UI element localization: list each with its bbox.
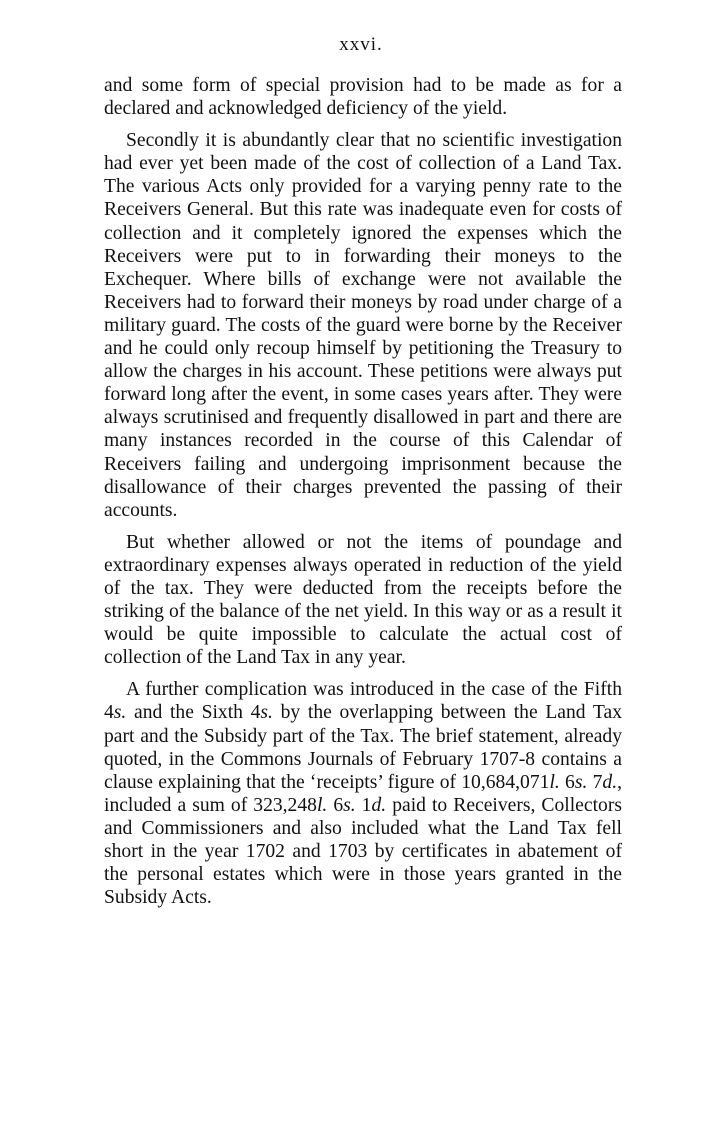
paragraph-4-italic: l. — [549, 771, 560, 793]
paragraph-3: But whether allowed or not the items of poundage and extraordinary expenses always operated in reduction of the yield of the tax. They were deducted from the receipts before the striking of the balance of the net yield. In this way or as a result it would be quite impossible to calculate the actual cost of collection of the Land Tax in any year. — [104, 531, 622, 669]
paragraph-4-part: 6 — [327, 794, 344, 816]
paragraph-4-italic: d. — [602, 771, 618, 793]
paragraph-4-part: 1 — [355, 794, 372, 816]
paragraph-4-part: and the Sixth 4 — [126, 702, 261, 724]
paragraph-4-italic: l. — [316, 794, 328, 816]
paragraph-4-part: by the overlapping between the Land Tax part and the Subsidy part of the Tax. The brief statement, already quoted, in the Commons Journals of February 1707-8 contains a clause explaining that the ‘receipts’ figure of 10,684,071 — [104, 702, 622, 793]
paragraph-4-part: 6 — [559, 771, 575, 793]
paragraph-4-italic: s. — [343, 794, 356, 816]
paragraph-4-part: A further complication was introduced in the case of the Fifth 4 — [104, 679, 622, 724]
paragraph-4-italic: d. — [371, 794, 387, 816]
paragraph-4-italic: s. — [260, 702, 273, 724]
paragraph-4-part: 7 — [587, 771, 603, 793]
paragraph-4-italic: s. — [574, 771, 588, 793]
paragraph-4-part: , included a sum of 323,248 — [104, 771, 623, 816]
page-number: xxvi. — [339, 34, 383, 55]
paragraph-1: and some form of special provision had to be made as for a declared and acknowledged deficiency of the yield. — [104, 75, 622, 120]
paragraph-4-part: paid to Receivers, Collectors and Commissioners and also included what the Land Tax fell short in the year 1702 and 1703 by certificates in abatement of the personal estates which were in those years granted in the Subsidy Acts. — [104, 794, 622, 909]
paragraph-2: Secondly it is abundantly clear that no scientific investigation had ever yet been made of the cost of collection of a Land Tax. The various Acts only provided for a varying penny rate to the Receivers General. But this rate was inadequate even for costs of collection and it completely ignored the expenses which the Receivers were put to in forwarding their moneys to the Exchequer. Where bills of exchange were not available the Receivers had to forward their moneys by road under charge of a military guard. The costs of the guard were borne by the Receiver and he could only recoup himself by petitioning the Treasury to allow the charges in his account. These petitions were always put forward long after the event, in some cases years after. They were always scrutinised and frequently disallowed in part and there are many instances recorded in the course of this Calendar of Receivers failing and undergoing imprisonment because the disallowance of their charges prevented the passing of their accounts. — [104, 130, 622, 521]
paragraph-4-italic: s. — [113, 702, 127, 724]
paragraph-4 — [104, 678, 622, 909]
document-body — [104, 74, 622, 918]
